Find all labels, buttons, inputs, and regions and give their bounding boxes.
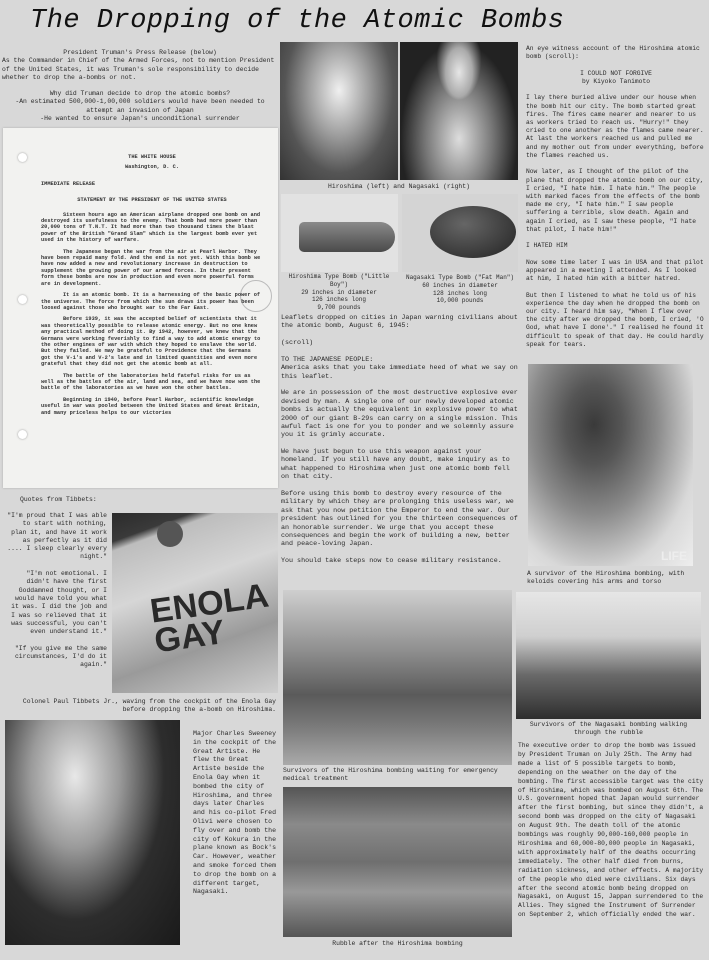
doc-release: IMMEDIATE RELEASE [41, 180, 96, 187]
doc-paragraph: The battle of the laboratories held fateful risks for us as well as the battles of the air, land and sea, and we have now won the battle of the laboratories as we have won the other battles. [41, 372, 261, 392]
fat-man-specs [400, 274, 520, 305]
enola-gay-lettering: ENOLA GAY [147, 576, 270, 661]
doc-paragraph: Before 1939, it was the accepted belief of scientists that it was theoretically possible to release atomic energy. But no one knew any practical method of doing it. By 1942, however, we knew that the Germans were working feverishly to find a way to add atomic energy to the other engines of war with which they hoped to enslave the world. But they failed. We may be grateful to Providence that the Germans got the V-1's and V-2's late and in limited quantities and even more grateful that they did not get the atomic bomb at all. [41, 316, 261, 368]
leaflet-scroll-note: (scroll) [281, 339, 314, 348]
intro-section [2, 49, 278, 123]
nagasaki-survivors-photo [516, 592, 701, 719]
intro-body: As the Commander in Chief of the Armed Forces, not to mention President of the United States, it was Truman's sole responsibility to decide whether to drop the a-bombs or not. [2, 57, 275, 81]
little-boy-name: Hiroshima Type Bomb ("Little Boy") [288, 273, 390, 288]
leaflet-text [281, 314, 519, 574]
leaflet-paragraph: You should take steps now to cease military resistance. [281, 557, 502, 566]
little-boy-bomb [299, 222, 395, 252]
eyewitness-paragraph: Now later, as I thought of the pilot of the plane that dropped the atomic bomb on our city, I cried, "I hate him. I hate him." The people with marked faces from the effects of the bomb made me cry, "I hate him." I saw people suffering a terrible, slow death. Again and again I cried, as I saw these people, "I hate that pilot, I hate him!" [526, 168, 704, 233]
poster-title: The Dropping of the Atomic Bombs [30, 6, 565, 36]
eyewitness-account [526, 45, 706, 357]
fat-man-length: 128 inches long [432, 289, 487, 297]
fat-man-photo [402, 194, 518, 272]
rubble-caption: Rubble after the Hiroshima bombing [332, 940, 463, 947]
pilot-figure [157, 521, 183, 547]
hiroshima-survivors-photo [283, 590, 512, 765]
enola-gay-photo [112, 513, 278, 693]
little-boy-weight: 9,700 pounds [317, 304, 361, 312]
fat-man-bomb [430, 206, 516, 258]
intro-reason-2: -He wanted to ensure Japan's unconditional surrender [40, 115, 240, 123]
eyewitness-title: I COULD NOT FORGIVE [580, 69, 652, 77]
doc-header-1: THE WHITE HOUSE [128, 154, 176, 160]
intro-heading: President Truman's Press Release (below) [63, 49, 217, 56]
sweeney-cockpit-photo [5, 720, 180, 945]
eyewitness-subhead: I HATED HIM [526, 242, 568, 250]
leaflet-paragraph: America asks that you take immediate heed of what we say on this leaflet. [281, 364, 518, 381]
tibbets-quote: "I'm proud that I was able to start with nothing, plan it, and have it work as perfectly as it did .... I sleep clearly every night." [7, 512, 107, 561]
fat-man-weight: 10,000 pounds [436, 297, 484, 305]
punch-hole [18, 295, 27, 304]
doc-paragraph: Sixteen hours ago an American airplane dropped one bomb on and destroyed its usefulness to the enemy. That bomb had more power than 20,000 tons of T.N.T. It had more than two thousand times the blast power of the British "Grand Slam" which is the largest bomb ever yet used in the history of warfare. [41, 211, 261, 244]
tibbets-quote: "If you give me the same circumstances, I'd do it again." [14, 644, 107, 669]
eyewitness-intro: An eye witness account of the Hiroshima atomic bomb (scroll): [526, 45, 700, 61]
doc-paragraph: Beginning in 1940, before Pearl Harbor, scientific knowledge useful in war was pooled between the United States and Great Britain, and many priceless helps to our victories [41, 396, 261, 416]
hiroshima-rubble-photo [283, 787, 512, 937]
tibbets-heading: Quotes from Tibbets: [20, 496, 97, 503]
doc-paragraph: It is an atomic bomb. It is a harnessing of the basic power of the universe. The force from which the sun draws its power has been loosed against those who brought war to the Far East. [41, 292, 261, 311]
tibbets-quote: "I'm not emotional. I didn't have the first Goddamned thought, or I would have told you what it was. I did the job and I was so relieved that it was successful, you can't even understand it." [11, 570, 107, 636]
summary-text: The executive order to drop the bomb was issued by President Truman on July 25th. The Army had made a list of 5 possible targets to bomb, depending on the weather on the day of the bombing. The first accessible target was the city of Hiroshima, which was bombed on August 6th. The U.S. government hoped that Japan would surrender after the first bombing, but since they didn't, a second bomb was dropped on the city of Nagasaki on August 9th. The death toll of the atomic bombings was roughly 90,000-160,000 people in Hiroshima and 60,000-80,000 people in Nagasaki, with approximately half of the deaths occurring immediately. The other half died from burns, radiation sickness, and other effects. A majority of the people who died were civilians. Six days after the second atomic bomb being dropped on Nagasaki, on August 15, Jappan surrendered to the Allies. They signed the Instrument of Surrender on September 2, which officially ended the war. [518, 742, 704, 919]
punch-hole [18, 153, 27, 162]
hiroshima-cloud-photo [280, 42, 398, 180]
eyewitness-paragraph: Now some time later I was in USA and that pilot appeared in a meeting I attended. As I looked at him, I hated him with a bitter hatred. [526, 258, 704, 283]
little-boy-photo [281, 194, 398, 272]
eyewitness-paragraph: I lay there buried alive under our house when the bomb hit our city. The bomb started great fires. The fires came nearer and nearer to us as workers tried to reach us. "Hurry!" they cried to one another as the flames came nearer. At last the workers reached us and pulled me and my mother out from under everything, before the flames reached us. [526, 94, 704, 159]
leaflet-salutation: TO THE JAPANESE PEOPLE: [281, 355, 374, 364]
survivors-caption: Survivors of the Hiroshima bombing waiting for emergency medical treatment [283, 767, 498, 783]
eyewitness-paragraph: But then I listened to what he told us of his experience the day when he dropped the bomb on our city. I heard him say, "When I flew over the city after we dropped the bomb, I cried, 'O God, what have I done'." I realised he found it difficult to speak of that day. He could hardly speak for tears. [526, 291, 704, 348]
doc-header-2: Washington, D. C. [124, 164, 180, 171]
leaflet-paragraph: We are in possession of the most destructive explosive ever devised by man. A single one of our newly developed atomic bombs is actually the equivalent in explosive power to what 2000 of our giant B-29s can carry on a single mission. This awful fact is one for you to ponder and we solemnly assure you it is grimly accurate. [281, 389, 518, 440]
leaflet-intro: Leaflets dropped on cities in Japan warning civilians about the atomic bomb, August 6, 1945: [281, 314, 518, 331]
sweeney-text: Major Charles Sweeney in the cockpit of the Great Artiste. He flew the Great Artiste beside the Enola Gay when it bombed the city of Hiroshima, and three days later Charles and his co-pilot Fred Olivi were chosen to fly over and bomb the city of Kokura in the plane known as Bock's Car. However, weather and smoke forced them to drop the bomb on a different target, Nagasaki. [193, 730, 277, 896]
tibbets-quotes [6, 512, 107, 678]
little-boy-length: 126 inches long [311, 296, 366, 304]
clouds-caption: Hiroshima (left) and Nagasaki (right) [328, 183, 470, 190]
nagasaki-walk-caption: Survivors of the Nagasaki bombing walking through the rubble [529, 721, 688, 737]
little-boy-diameter: 29 inches in diameter [301, 288, 377, 296]
fat-man-name: Nagasaki Type Bomb ("Fat Man") [405, 274, 515, 281]
life-watermark: LIFE [661, 549, 687, 563]
hiroshima-survivor-photo [528, 364, 693, 566]
tibbets-caption: Colonel Paul Tibbets Jr., waving from the cockpit of the Enola Gay before dropping the a-bomb on Hiroshima. [22, 698, 276, 714]
eyewitness-author: by Kiyoko Tanimoto [581, 77, 651, 85]
leaflet-paragraph: Before using this bomb to destroy every resource of the military by which they are prolonging this useless war, we ask that you now petition the Emperor to end the war. Our president has outlined for you the thirteen consequences of an honorable surrender. We urge that you accept these consequences and begin the work of building a new, better and peace-loving Japan. [281, 489, 518, 549]
survivor-caption: A survivor of the Hiroshima bombing, with keloids covering his arms and torso [527, 570, 685, 586]
intro-question: Why did Truman decide to drop the atomic bombs? [49, 90, 231, 98]
leaflet-paragraph: We have just begun to use this weapon against your homeland. If you still have any doubt, make inquiry as to what happened to Hiroshima when just one atomic bomb fell on that city. [281, 448, 510, 482]
fat-man-diameter: 60 inches in diameter [422, 281, 498, 289]
press-release-document [3, 128, 278, 488]
little-boy-specs [278, 273, 400, 312]
nagasaki-cloud-photo [400, 42, 518, 180]
doc-statement: STATEMENT BY THE PRESIDENT OF THE UNITED STATES [77, 197, 227, 204]
intro-reason-1: -An estimated 500,000-1,00,000 soldiers would have been needed to attempt an invasion of Japan [15, 98, 265, 114]
doc-paragraph: The Japanese began the war from the air at Pearl Harbor. They have been repaid many fold. And the end is not yet. With this bomb we have now added a new and revolutionary increase in destruction to supplement the growing power of our armed forces. In their present form these bombs are now in production and even more powerful forms are in development. [41, 248, 261, 287]
punch-hole [18, 430, 27, 439]
